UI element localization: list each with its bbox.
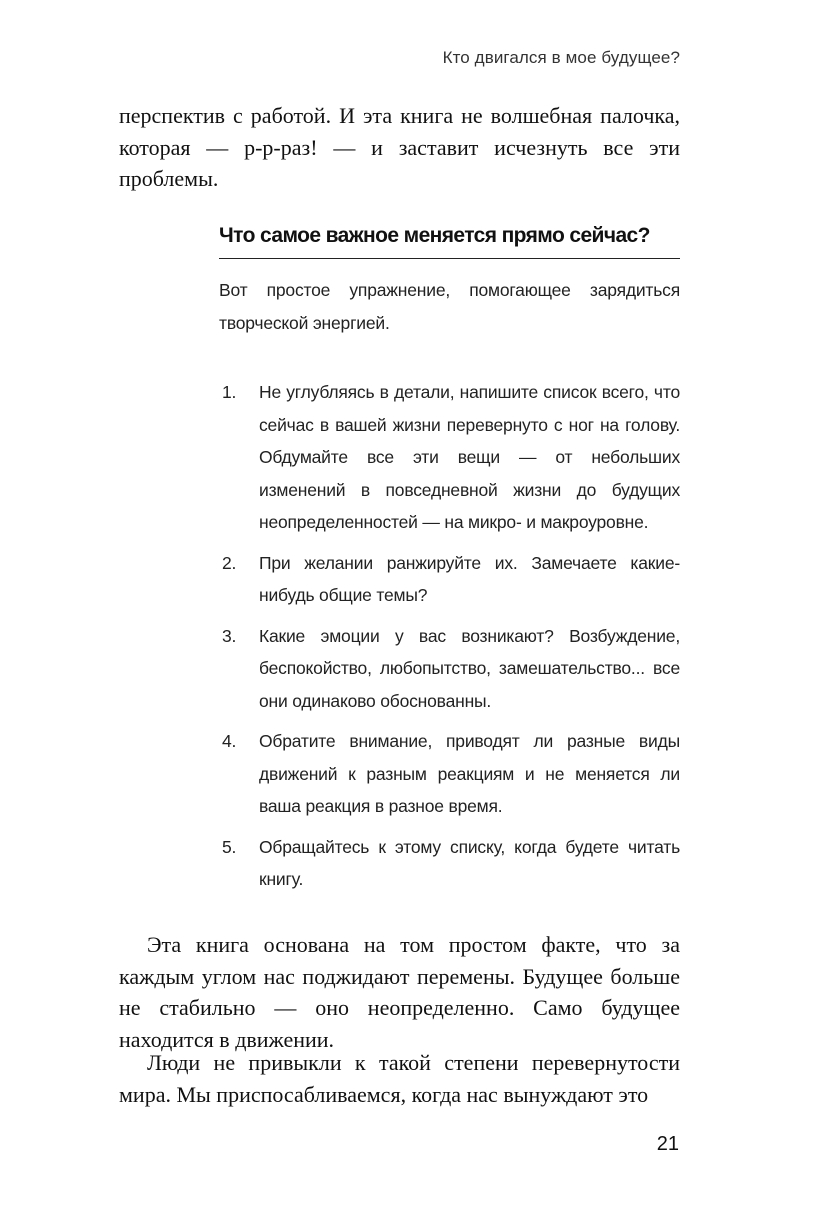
list-item-text: Обратите внимание, приводят ли разные виды движений к разным реакциям и не меняется ли ваша реакция в разное время. <box>259 731 680 816</box>
list-item-number: 4. <box>222 731 237 751</box>
list-item-number: 2. <box>222 552 237 573</box>
list-item-text: Какие эмоции у вас возникают? Возбуждение, беспокойство, любопытство, замешательство... все они одинаково обоснованны. <box>259 625 680 711</box>
list-item-number: 5. <box>222 836 237 857</box>
list-item <box>219 620 680 718</box>
list-item <box>219 547 680 612</box>
body-paragraph-3: Люди не привыкли к такой степени перевернутости мира. Мы приспосабливаемся, когда нас вынуждают это <box>119 1050 680 1107</box>
exercise-list <box>219 376 680 896</box>
body-paragraph-top: перспектив с работой. И эта книга не волшебная палочка, которая — р-р-раз! — и заставит исчезнуть все эти проблемы. <box>119 103 680 191</box>
list-item-text: Не углубляясь в детали, напишите список всего, что сейчас в вашей жизни перевернуто с ног на голову. Обдумайте все эти вещи — от небольших изменений в повседневной жизни до будущих неопределенностей — на микро- и макроуровне. <box>259 382 680 532</box>
list-item <box>219 376 680 539</box>
running-header: Кто двигался в мое будущее? <box>442 48 680 67</box>
list-item-number: 1. <box>222 382 237 402</box>
list-item-number: 3. <box>222 625 237 646</box>
exercise-title: Что самое важное меняется прямо сейчас? <box>219 224 680 259</box>
list-item <box>219 725 680 823</box>
exercise-intro: Вот простое упражнение, помогающее зарядиться творческой энергией. <box>219 280 680 333</box>
page-number: 21 <box>656 1133 679 1155</box>
list-item <box>219 831 680 896</box>
list-item-text: При желании ранжируйте их. Замечаете какие-нибудь общие темы? <box>259 552 680 605</box>
list-item-text: Обращайтесь к этому списку, когда будете читать книгу. <box>259 836 680 889</box>
exercise-box <box>219 224 680 904</box>
body-paragraph-2: Эта книга основана на том простом факте, что за каждым углом нас поджидают перемены. Будущее больше не стабильно — оно неопределенно. Само будущее находится в движении. <box>119 932 680 1052</box>
